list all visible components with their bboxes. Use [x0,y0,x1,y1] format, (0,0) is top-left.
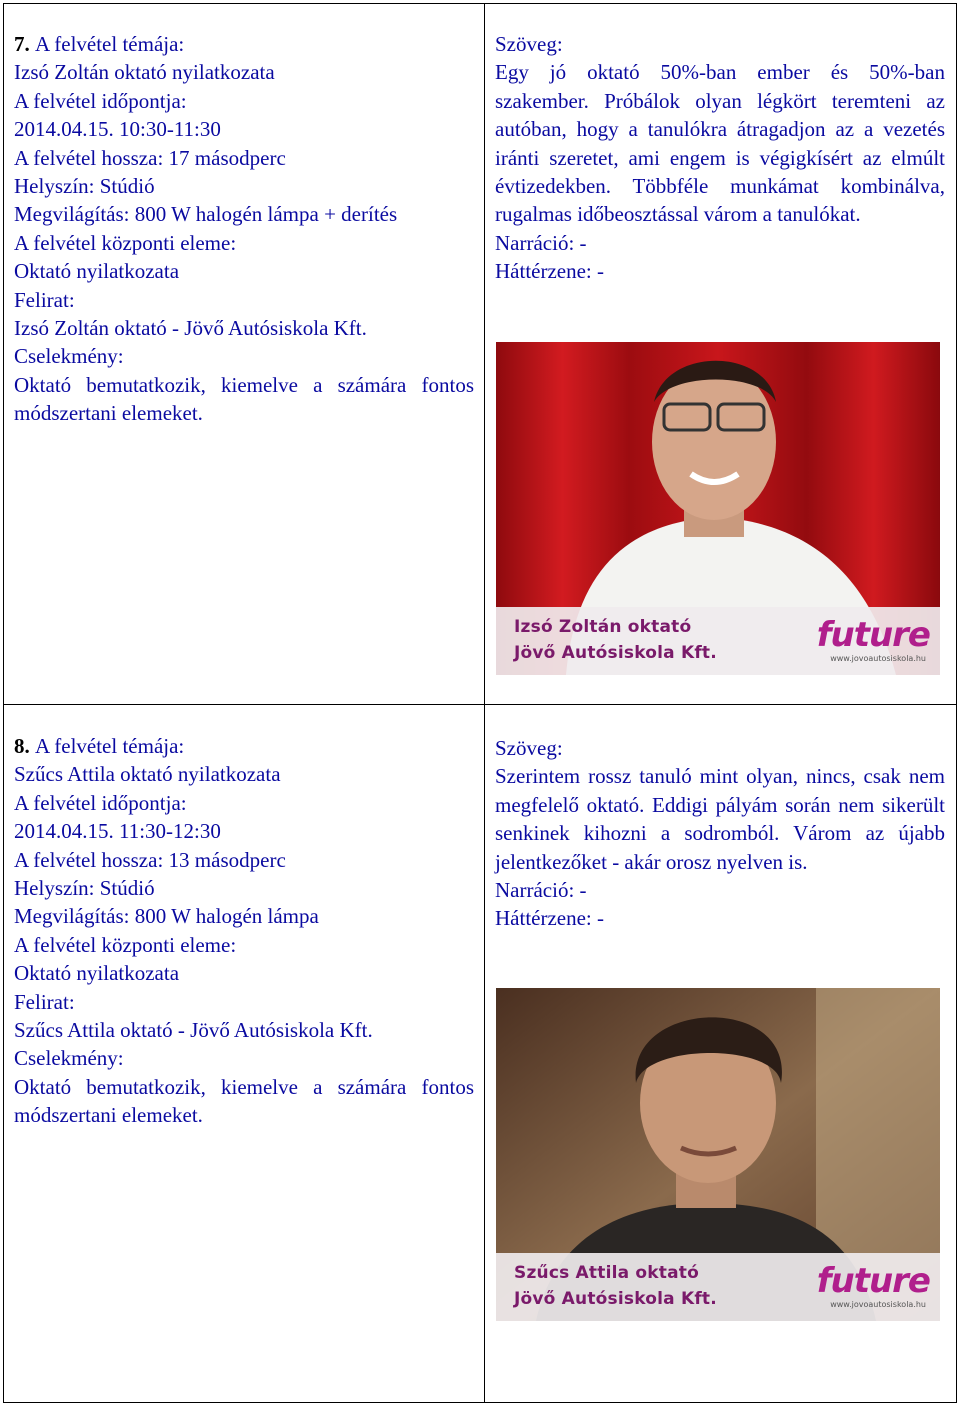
central-label: A felvétel központi eleme: [14,932,237,957]
length-label: A felvétel hossza: [14,145,164,170]
entry-7-photo [496,342,940,675]
action-label: Cselekmény: [14,1046,124,1071]
action-value: Oktató bemutatkozik, kiemelve a számára fontos módszertani elemeket. [14,372,474,426]
logo-url: www.jovoautosiskola.hu [830,1300,926,1309]
entry-7-number: 7. [14,32,30,56]
location-label: Helyszín: [14,876,95,901]
background-music-value: - [597,906,605,931]
narration-value: - [579,230,587,255]
date-label: A felvétel időpontja: [14,790,187,815]
length-value: 17 másodperc [168,145,286,170]
theme-value: Izsó Zoltán oktató nyilatkozata [14,60,275,85]
background-music-row [495,257,945,285]
text-label: Szöveg: [495,32,563,56]
length-value: 13 másodperc [168,847,286,872]
narration-label: Narráció: [495,230,575,255]
action-label: Cselekmény: [14,344,124,369]
background-music-value: - [597,259,605,284]
central-value: Oktató nyilatkozata [14,961,180,986]
photo-caption-bar [496,607,940,675]
action-value: Oktató bemutatkozik, kiemelve a számára fontos módszertani elemeket. [14,1074,474,1128]
entry-8-number: 8. [14,734,30,758]
theme-label: A felvétel témája: [35,32,185,56]
text-label: Szöveg: [495,736,563,760]
narration-row [495,876,945,904]
location-row [14,172,474,200]
length-row [14,846,474,874]
location-value: Stúdió [99,174,155,199]
logo-text: future [816,1261,930,1301]
future-logo [810,615,930,663]
entry-8-photo [496,988,940,1321]
entry-8-metadata [14,732,474,1130]
date-value: 2014.04.15. 11:30-12:30 [14,819,221,844]
logo-url: www.jovoautosiskola.hu [830,654,926,663]
lighting-row [14,902,474,930]
date-value: 2014.04.15. 10:30-11:30 [14,117,221,142]
photo-caption-name: Szűcs Attila oktató [514,1263,699,1283]
central-value: Oktató nyilatkozata [14,259,180,284]
text-value: Szerintem rossz tanuló mint olyan, nincs, csak nem megfelelő oktató. Eddigi pályám során nem sikerült senkinek kihozni a sodromból. Várom az újabb jelentkezőket - akár orosz nyelven is. [495,764,945,874]
caption-label: Felirat: [14,989,75,1014]
lighting-label: Megvilágítás: [14,202,130,227]
caption-label: Felirat: [14,287,75,312]
entry-8-content [495,734,945,933]
logo-text: future [816,615,930,655]
central-label: A felvétel központi eleme: [14,230,237,255]
theme-value: Szűcs Attila oktató nyilatkozata [14,762,281,787]
photo-caption-company: Jövő Autósiskola Kft. [514,1289,717,1309]
caption-value: Szűcs Attila oktató - Jövő Autósiskola Kft. [14,1018,373,1043]
narration-value: - [579,878,587,903]
photo-caption-bar [496,1253,940,1321]
entry-7-content [495,30,945,286]
location-label: Helyszín: [14,174,95,199]
future-logo [810,1261,930,1309]
theme-label: A felvétel témája: [35,734,185,758]
entry-7-metadata [14,30,474,428]
narration-label: Narráció: [495,878,575,903]
photo-caption-name: Izsó Zoltán oktató [514,617,692,637]
location-row [14,874,474,902]
length-row [14,144,474,172]
text-value: Egy jó oktató 50%-ban ember és 50%-ban szakember. Próbálok olyan légkört teremteni az autóban, hogy a tanulókra átragadjon az a vezetés iránti szeretet, ami engem is végigkísért az elmúlt évtizedekben. Többféle munkámat kombinálva, rugalmas időbeosztással várom a tanulókat. [495,60,945,227]
entry-7-heading [14,30,474,58]
date-label: A felvétel időpontja: [14,88,187,113]
length-label: A felvétel hossza: [14,847,164,872]
entry-8-heading [14,732,474,760]
lighting-row [14,200,474,228]
lighting-label: Megvilágítás: [14,904,130,929]
photo-caption-company: Jövő Autósiskola Kft. [514,643,717,663]
background-music-label: Háttérzene: [495,906,592,931]
caption-value: Izsó Zoltán oktató - Jövő Autósiskola Kft. [14,316,367,341]
location-value: Stúdió [99,876,155,901]
narration-row [495,229,945,257]
lighting-value: 800 W halogén lámpa [134,904,319,929]
background-music-label: Háttérzene: [495,259,592,284]
background-music-row [495,904,945,932]
lighting-value: 800 W halogén lámpa + derítés [134,202,398,227]
